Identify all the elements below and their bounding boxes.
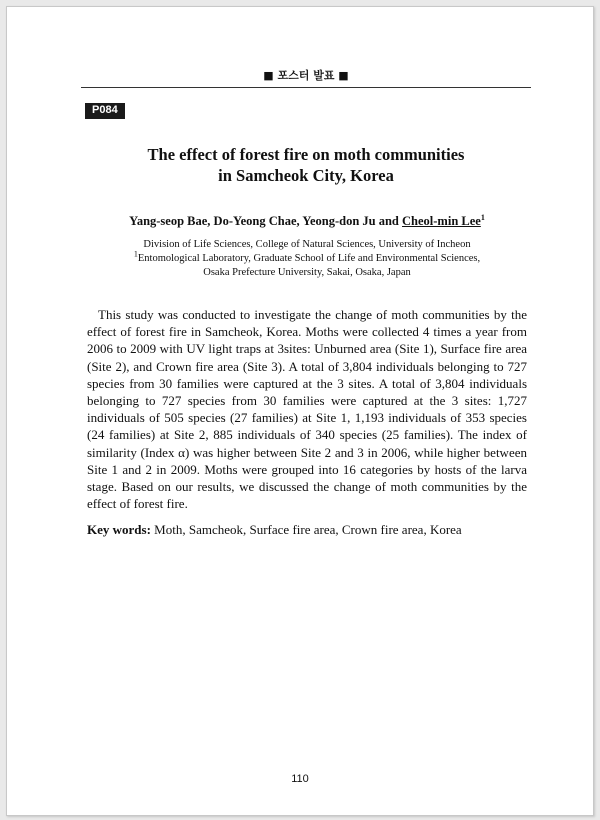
corresponding-author-superscript: 1 [480, 212, 485, 222]
affiliations [81, 238, 533, 280]
keywords-label: Key words: [87, 522, 151, 537]
affiliation-line-1: Division of Life Sciences, College of Natural Sciences, University of Incheon [143, 239, 471, 250]
header-divider [81, 87, 531, 88]
title-line-1: The effect of forest fire on moth communities [147, 145, 465, 164]
section-header: ■ 포스터 발표 ■ [263, 69, 349, 82]
title-line-2: in Samcheok City, Korea [218, 166, 394, 185]
affiliation-line-3: Osaka Prefecture University, Sakai, Osaka, Japan [203, 267, 411, 278]
affiliation-line-2-text: Entomological Laboratory, Graduate School of Life and Environmental Sciences, [137, 253, 481, 264]
page-number: 110 [291, 773, 309, 785]
affiliation-superscript: 1 [133, 249, 138, 259]
corresponding-author: Cheol-min Lee [402, 214, 481, 228]
affiliation-line-2 [81, 249, 533, 266]
keywords [87, 521, 527, 538]
author-list [81, 214, 533, 229]
keywords-text: Moth, Samcheok, Surface fire area, Crown fire area, Korea [150, 522, 462, 537]
paper-title [81, 144, 531, 186]
abstract-body: This study was conducted to investigate the change of moth communities by the effect of forest fire in Samcheok, Korea. Moths were collected 4 times a year from 2006 to 2009 with UV light traps at 3sites: Unburned area (Site 1), Surface fire area (Site 2), and Crown fire area (Site 3). A total of 3,804 individuals belonging to 727 species from 30 families were captured at the 3 sites. A total of 3,804 individuals belonging to 727 species from 30 families were captured at the 3 sites: 1,727 individuals of 505 species (27 families) at Site 1, 1,193 individuals of 353 species (24 families) at Site 2, 885 individuals of 340 species (25 families). The index of similarity (Index α) was higher between Site 2 and 3 in 2006, while higher between Site 1 and 2 in 2009. Moths were grouped into 16 categories by hosts of the larva stage. Based on our results, we discussed the change of moth communities by the effect of forest fire. [87, 307, 527, 512]
poster-id-badge: P084 [85, 103, 125, 119]
authors-text: Yang-seop Bae, Do-Yeong Chae, Yeong-don Ju and [129, 214, 403, 228]
page [6, 6, 594, 816]
